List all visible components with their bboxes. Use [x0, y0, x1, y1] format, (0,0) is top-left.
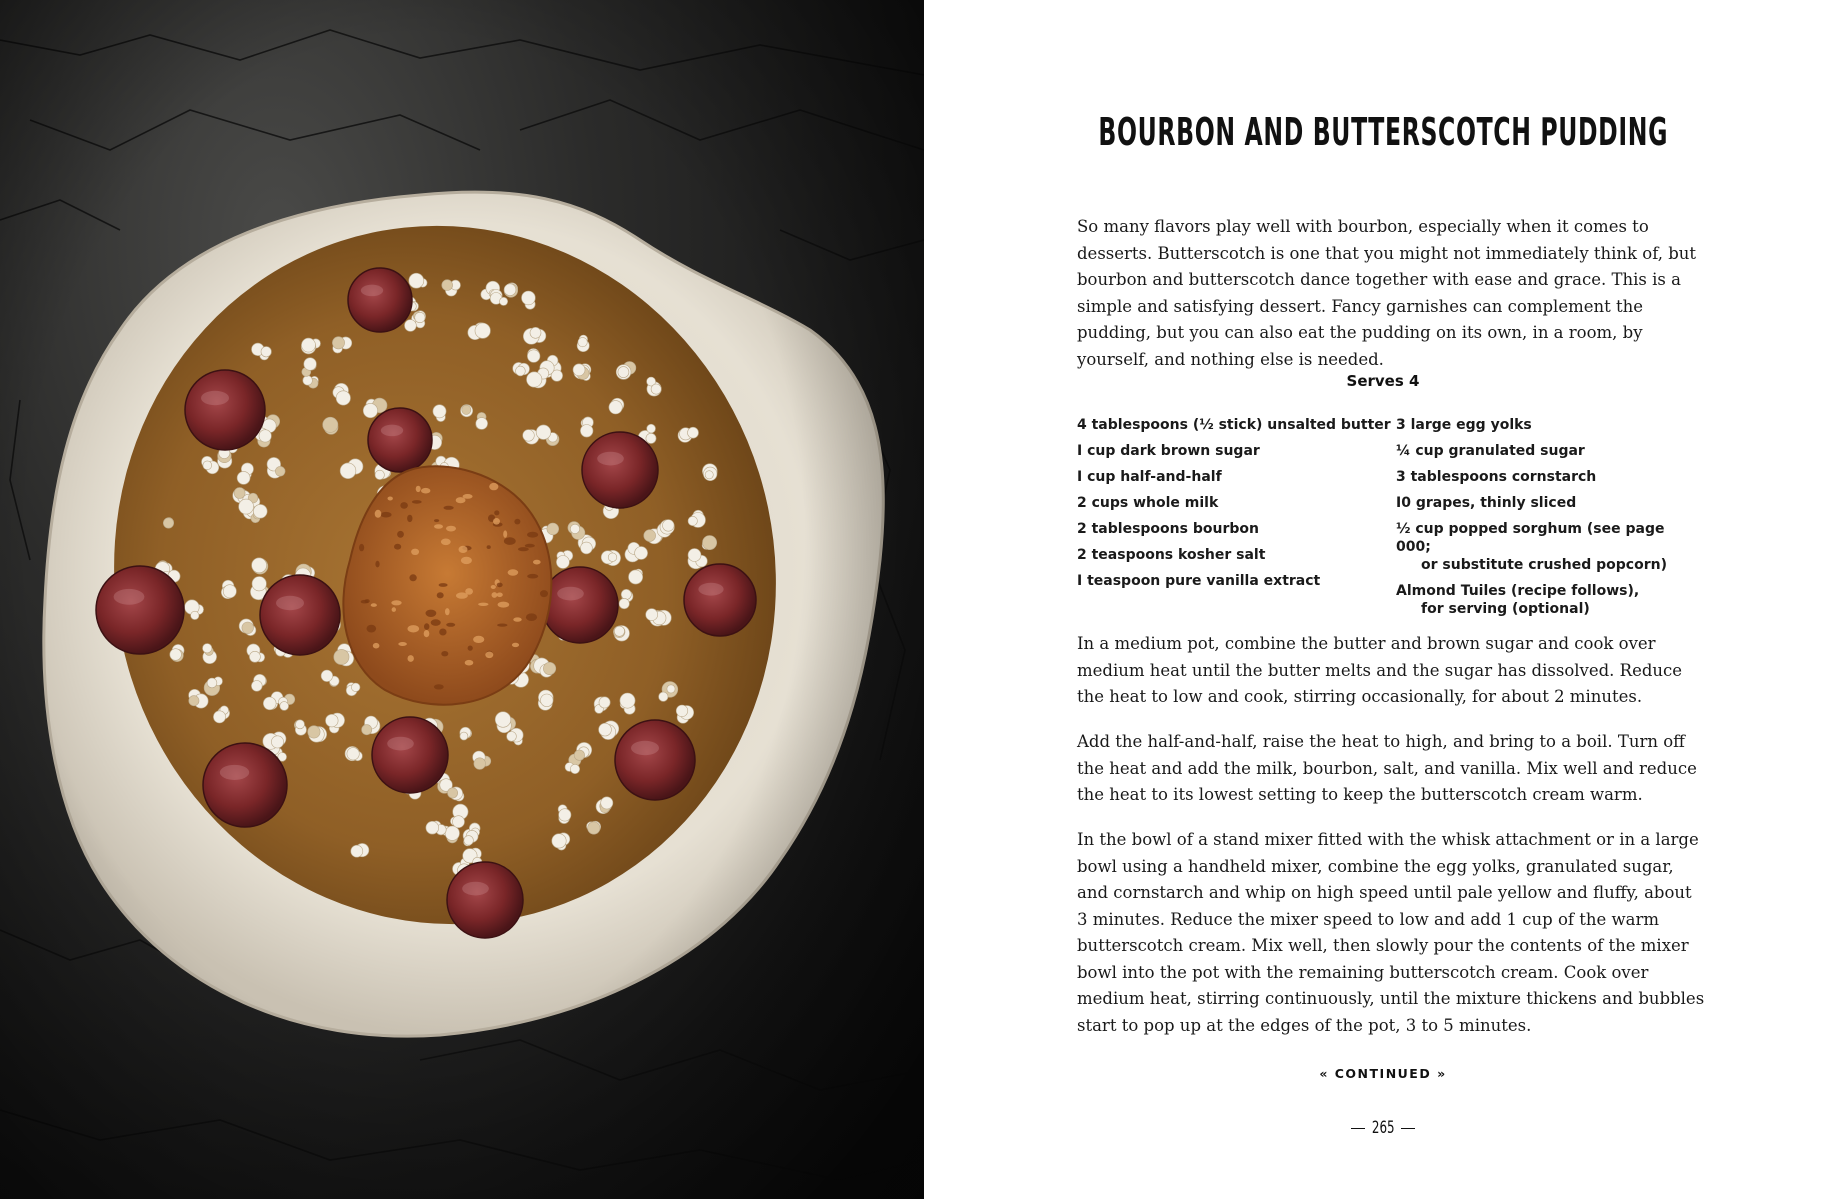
page-number — [924, 1118, 1842, 1138]
folio-dash — [1351, 1128, 1365, 1129]
continued-label: « CONTINUED » — [1319, 1066, 1447, 1081]
ingredient-line: 3 tablespoons cornstarch — [1396, 469, 1597, 485]
serves-label: Serves 4 — [1346, 372, 1420, 390]
method-step: In the bowl of a stand mixer fitted with the whisk attachment or in a large bowl using a handheld mixer, combine the egg yolks, granulated sugar, and cornstarch and whip on high speed until pale yellow and fluffy, about 3 minutes. Reduce the mixer speed to low and add 1 cup of the warm butterscotch cream. Mix well, then slowly pour the contents of the mixer bowl into the pot with the remaining butterscotch cream. Cook over medium heat, stirring continuously, until the mixture thickens and bubbles start to pop up at the edges of the pot, 3 to 5 minutes. — [1077, 830, 1705, 1035]
ingredient-line: ¼ cup granulated sugar — [1396, 443, 1585, 459]
method-step: In a medium pot, combine the butter and brown sugar and cook over medium heat until the butter melts and the sugar has dissolved. Reduce the heat to low and cook, stirring occasionally, for about 2 minutes. — [1077, 634, 1683, 706]
page-number-value: 265 — [1371, 1118, 1395, 1138]
ingredients-right — [1396, 416, 1696, 626]
ingredient-item: 2 tablespoons bourbon — [1077, 521, 1259, 537]
ingredient-item: 4 tablespoons (½ stick) unsalted butter — [1077, 417, 1391, 433]
method-step: Add the half-and-half, raise the heat to high, and bring to a boil. Turn off the heat and add the milk, bourbon, salt, and vanilla. Mix well and reduce the heat to its lowest setting to keep the butterscotch cream warm. — [1077, 732, 1697, 804]
ingredient-line: ½ cup popped sorghum (see page 000; — [1396, 521, 1665, 555]
ingredient-item: I cup half-and-half — [1077, 469, 1222, 485]
ingredient-line-continued: for serving (optional) — [1421, 601, 1590, 617]
ingredient-line-continued: or substitute crushed popcorn) — [1421, 557, 1667, 573]
ingredient-item — [1396, 494, 1696, 512]
ingredient-item: I teaspoon pure vanilla extract — [1077, 573, 1321, 589]
ingredient-item: I cup dark brown sugar — [1077, 443, 1260, 459]
ingredient-line: Almond Tuiles (recipe follows), — [1396, 583, 1640, 599]
ingredient-item — [1396, 520, 1696, 574]
ingredient-item — [1396, 442, 1696, 460]
ingredient-line: 3 large egg yolks — [1396, 417, 1532, 433]
recipe-intro: So many flavors play well with bourbon, especially when it comes to desserts. Butterscotch is one that you might not immediately think of, but bourbon and butterscotch dance together with ease and grace. This is a simple and satisfying dessert. Fancy garnishes can complement the pudding, but you can also eat the pudding on its own, in a room, by yourself, and nothing else is needed. — [1077, 217, 1697, 369]
ingredient-item: 2 cups whole milk — [1077, 495, 1219, 511]
ingredient-line: I0 grapes, thinly sliced — [1396, 495, 1577, 511]
ingredient-item — [1396, 468, 1696, 486]
folio-dash — [1401, 1128, 1415, 1129]
recipe-page — [924, 0, 1842, 1199]
ingredient-item — [1396, 416, 1696, 434]
ingredient-item: 2 teaspoons kosher salt — [1077, 547, 1266, 563]
ingredients-left — [1077, 416, 1397, 598]
recipe-title: BOURBON AND BUTTERSCOTCH PUDDING — [1098, 110, 1669, 154]
ingredient-item — [1396, 582, 1696, 618]
